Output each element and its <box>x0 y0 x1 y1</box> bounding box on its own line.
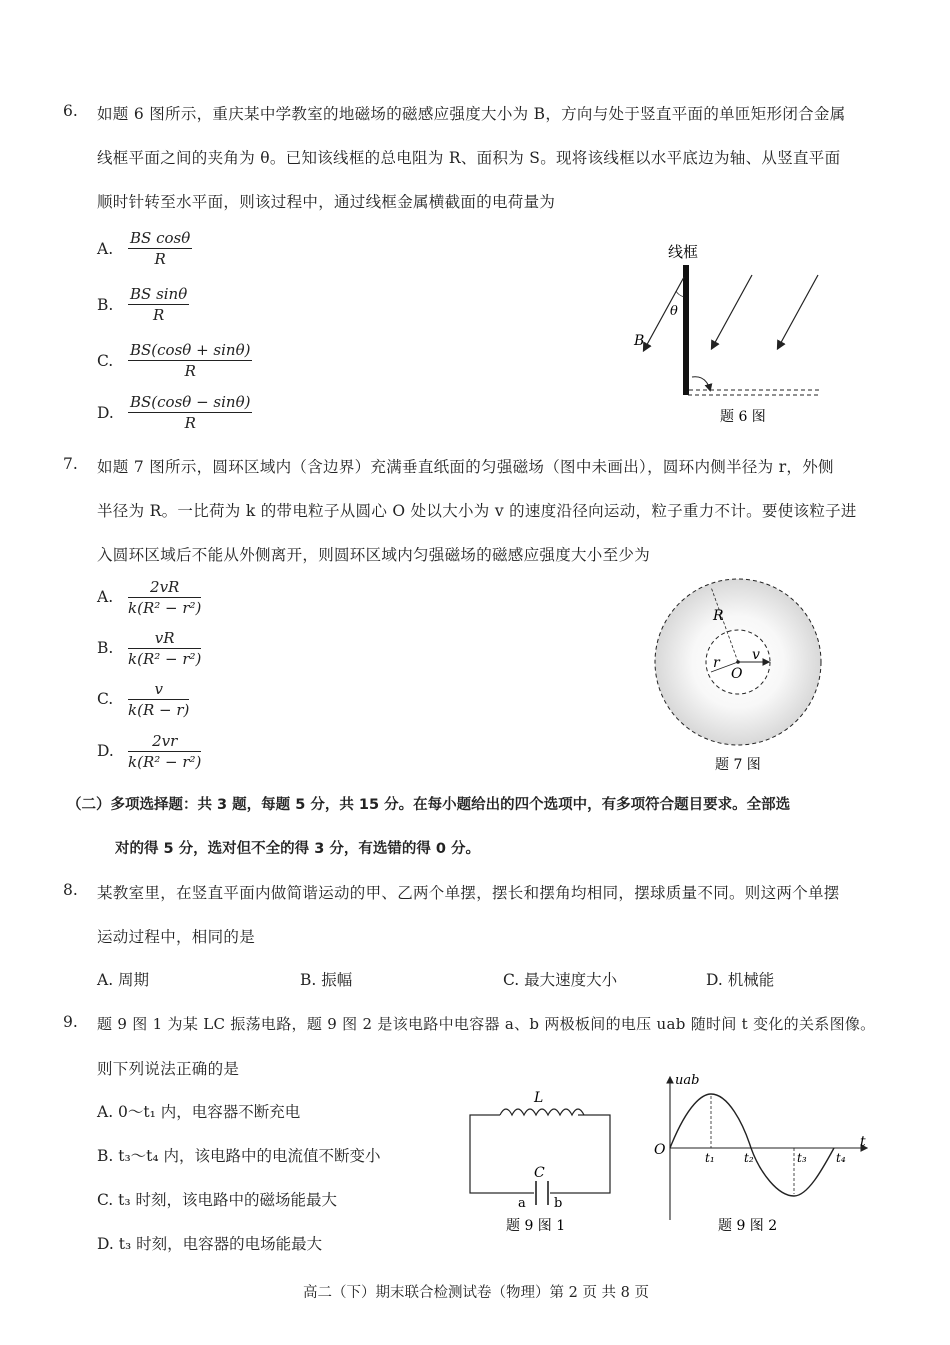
section2-heading-line-2: 对的得 5 分，选对但不全的得 3 分，有选错的得 0 分。 <box>115 841 481 857</box>
q6-stem-line-3: 顺时针转至水平面，则该过程中，通过线框金属横截面的电荷量为 <box>97 193 556 211</box>
q9-stem-line-1: 题 9 图 1 为某 LC 振荡电路，题 9 图 2 是该电路中电容器 a、b 两极板间的电压 uab 随时间 t 变化的关系图像。 <box>97 1015 876 1033</box>
q9-plate-a-label: a <box>518 1196 526 1211</box>
q6-figure-caption: 题 6 图 <box>720 409 766 425</box>
q6-stem-line-2: 线框平面之间的夹角为 θ。已知该线框的总电阻为 R、面积为 S。现将该线框以水平底边为轴、从竖直平面 <box>97 149 841 167</box>
section2-heading-line-1: （二）多项选择题：共 3 题，每题 5 分，共 15 分。在每小题给出的四个选项中，有多项符合题目要求。全部选 <box>67 797 791 813</box>
q9-option-b: B. t₃～t₄ 内，该电路中的电流值不断变小 <box>97 1147 381 1165</box>
q7-option-a-fraction <box>128 578 201 617</box>
q7-velocity-label: v <box>752 647 760 663</box>
q6-option-a-label: A. <box>97 240 114 258</box>
q7-option-d-label: D. <box>97 742 114 760</box>
q7-center-label: O <box>731 666 743 682</box>
q7-option-d-fraction <box>128 732 201 771</box>
q7-outer-label: R <box>713 608 724 624</box>
q7-option-b-denominator: k(R² − r²) <box>128 650 202 668</box>
page-footer: 高二（下）期末联合检测试卷（物理）第 2 页 共 8 页 <box>303 1285 649 1301</box>
q9-circuit-loop <box>470 1115 610 1193</box>
q6-option-a-numerator: BS cosθ <box>130 229 191 247</box>
q6-option-d-fraction <box>128 393 252 432</box>
q6-option-d-label: D. <box>97 404 114 422</box>
q6-field-arrow-2 <box>712 275 752 348</box>
q7-option-d-denominator: k(R² − r²) <box>128 753 202 771</box>
q7-stem-line-2: 半径为 R。一比荷为 k 的带电粒子从圆心 O 处以大小为 v 的速度沿径向运动，粒子重力不计。要使该粒子进 <box>97 502 857 520</box>
q9-origin-label: O <box>654 1142 666 1158</box>
q9-inductor-label: L <box>534 1090 544 1106</box>
q6-option-d-numerator: BS(cosθ − sinθ) <box>130 393 251 411</box>
q7-figure <box>645 575 835 775</box>
q6-option-a-denominator: R <box>154 250 166 268</box>
q7-option-b-fraction <box>128 629 201 668</box>
q7-option-b-label: B. <box>97 639 114 657</box>
q6-option-a-fraction <box>128 229 192 268</box>
q8-option-a: A. 周期 <box>97 971 150 989</box>
q7-figure-caption: 题 7 图 <box>715 757 761 773</box>
q7-option-c-numerator: v <box>154 680 163 698</box>
q9-capacitor-label: C <box>534 1165 545 1181</box>
q6-field-arrow-3 <box>778 275 818 348</box>
q7-option-c-fraction <box>128 680 189 719</box>
q9-voltage-curve <box>670 1094 834 1196</box>
q6-number: 6. <box>63 102 78 120</box>
q8-option-d: D. 机械能 <box>706 971 775 989</box>
q6-frame-bar <box>683 265 689 395</box>
q6-option-c-label: C. <box>97 352 114 370</box>
q8-stem-line-1: 某教室里，在竖直平面内做简谐运动的甲、乙两个单摆，摆长和摆角均相同，摆球质量不同。则这两个单摆 <box>97 884 840 902</box>
q6-option-c-numerator: BS(cosθ + sinθ) <box>130 341 251 359</box>
q9-tick-t2: t₂ <box>744 1151 754 1165</box>
q6-option-b-fraction <box>128 285 189 324</box>
q7-option-a-label: A. <box>97 588 114 606</box>
q8-option-b: B. 振幅 <box>300 971 353 989</box>
q9-figure-1-caption: 题 9 图 1 <box>506 1218 566 1234</box>
q9-tick-t4: t₄ <box>836 1151 846 1165</box>
q7-option-d-numerator: 2vr <box>152 732 178 750</box>
q9-x-label: t <box>860 1134 866 1150</box>
q6-angle-label: θ <box>670 304 678 319</box>
q6-option-c-fraction <box>128 341 252 380</box>
q7-option-c-denominator: k(R − r) <box>128 701 190 719</box>
q9-figure-2 <box>648 1068 878 1240</box>
q9-stem-line-2: 则下列说法正确的是 <box>97 1060 240 1078</box>
q6-figure <box>620 235 840 430</box>
q7-inner-label: r <box>713 655 720 671</box>
q7-center-dot <box>736 660 740 664</box>
q9-option-c: C. t₃ 时刻，该电路中的磁场能最大 <box>97 1191 338 1209</box>
q6-stem-line-1: 如题 6 图所示，重庆某中学教室的地磁场的磁感应强度大小为 B，方向与处于竖直平面的单匝矩形闭合金属 <box>97 105 846 123</box>
q9-tick-t1: t₁ <box>705 1151 715 1165</box>
q6-field-arrow-1 <box>644 277 684 350</box>
q7-option-b-numerator: vR <box>154 629 175 647</box>
q6-option-d-denominator: R <box>184 414 196 432</box>
q6-option-b-denominator: R <box>152 306 165 324</box>
q6-field-label: B <box>634 333 645 349</box>
q9-figure-1 <box>462 1085 622 1240</box>
q9-y-label: uab <box>675 1073 700 1088</box>
q9-number: 9. <box>63 1013 78 1031</box>
q7-number: 7. <box>63 455 78 473</box>
q7-stem-line-3: 入圆环区域后不能从外侧离开，则圆环区域内匀强磁场的磁感应强度大小至少为 <box>97 546 651 564</box>
q7-option-a-denominator: k(R² − r²) <box>128 599 202 617</box>
q9-option-d: D. t₃ 时刻，电容器的电场能最大 <box>97 1235 323 1253</box>
q7-stem-line-1: 如题 7 图所示，圆环区域内（含边界）充满垂直纸面的匀强磁场（图中未画出），圆环内侧半径为 r，外侧 <box>97 458 834 476</box>
q6-option-b-label: B. <box>97 296 114 314</box>
q7-option-a-numerator: 2vR <box>150 578 180 596</box>
q9-figure-2-caption: 题 9 图 2 <box>718 1218 778 1234</box>
q9-plate-b-label: b <box>554 1196 563 1211</box>
q8-number: 8. <box>63 881 78 899</box>
q6-frame-label: 线框 <box>668 243 699 261</box>
q8-stem-line-2: 运动过程中，相同的是 <box>97 928 256 946</box>
q6-rotation-arrow <box>692 377 710 390</box>
q9-option-a: A. 0～t₁ 内，电容器不断充电 <box>97 1103 301 1121</box>
q8-option-c: C. 最大速度大小 <box>503 971 618 989</box>
q9-tick-t3: t₃ <box>797 1151 807 1165</box>
q6-angle-arc <box>676 291 684 297</box>
q6-option-b-numerator: BS sinθ <box>130 285 188 303</box>
q7-option-c-label: C. <box>97 690 114 708</box>
q6-option-c-denominator: R <box>184 362 196 380</box>
